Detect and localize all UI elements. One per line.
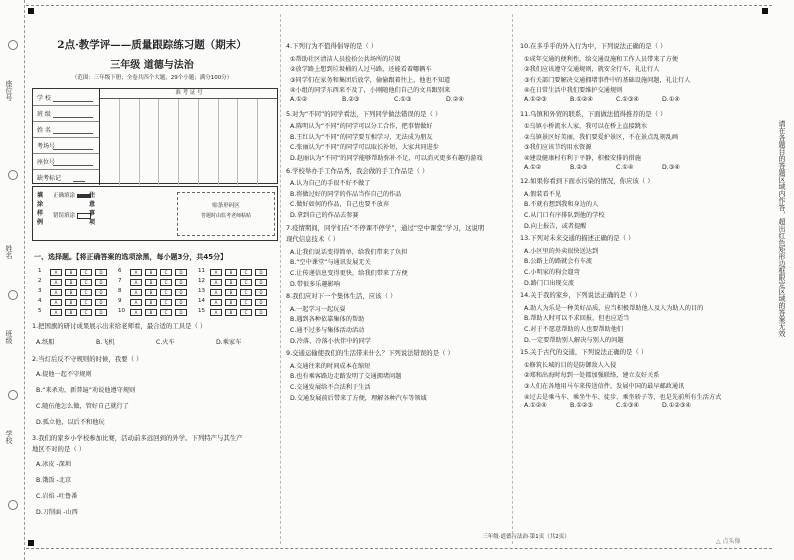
option-text: ②郑和出海时每到一处都加强联络，建立友好关系 [524, 372, 660, 380]
answer-choice: C.①④ [616, 163, 634, 171]
option-text: A.提他一起不守规则 [36, 371, 92, 378]
answer-bubble[interactable]: A [50, 299, 62, 306]
answer-row [198, 308, 276, 316]
option-text: C.从门口有序排队到他的学校 [524, 212, 605, 219]
answer-bubble[interactable]: D [175, 269, 187, 276]
question-text: 1.把国旗的研讨成果展示出来给老师看，最合适的工具是（ ） [32, 322, 207, 330]
answer-choice: B.①②④ [570, 96, 593, 103]
answer-bubble[interactable]: B [225, 299, 237, 306]
answer-row [38, 268, 116, 276]
question-text: 2.当灯后反不守规则的时候，我要（ ） [32, 355, 143, 363]
answer-bubble[interactable]: A [210, 279, 222, 286]
question-text: 9.交通运输使我们的生活带来什么？下列说法错误的是（ ） [286, 349, 454, 358]
answer-row [38, 278, 116, 286]
answer-choice: A.①②③ [524, 96, 547, 103]
answer-bubble[interactable]: C [160, 299, 172, 306]
binding-hole [8, 390, 18, 400]
answer-bubble[interactable]: A [50, 269, 62, 276]
answer-row [118, 268, 196, 276]
question-text: 10.在多乎乎的外入行为中，下列说法正确的是（ ） [520, 42, 667, 50]
binding-seat-label: 座位号 [5, 80, 13, 101]
question-number: 9 [118, 298, 122, 304]
option-text: B.“来杀劝，新普遍”劝说他遵守规则 [36, 387, 136, 394]
question-text: 14.关于我的家乡，下列说法正确的是（ ） [520, 291, 641, 300]
question-text-cont: 现代信息技术（ ） [286, 235, 340, 244]
option-text: ④过去是乘马车、乘坐牛车、徒步、乘坐轿子等，也是先前所有生活方式 [524, 393, 722, 401]
question-text: 12.如果你看到下面水污染的情况，你应该（ ） [520, 177, 654, 186]
answer-bubble[interactable]: D [255, 309, 267, 316]
option-text: C.交通发展给不合法利于生活 [290, 384, 371, 391]
answer-bubble[interactable]: D [255, 299, 267, 306]
class-field[interactable] [53, 117, 93, 118]
answer-choice: A.①② [524, 163, 542, 171]
answer-choice: C.①③④ [616, 96, 639, 103]
fill-wrong-example: 错误填涂 [53, 211, 91, 219]
option-text: B.也有乘客路边走路发明了交通拥堵问题 [290, 373, 402, 381]
option-text: B.帮助人时可以不求回报，但也应适当 [524, 315, 630, 323]
corner-mark [762, 8, 768, 14]
form-label-class: 班 级 [37, 111, 51, 118]
option-text: ①帮助社区清洁人员捡拾公共场所的垃圾 [290, 55, 401, 63]
option-text: B.王红认为“不同”的同学要互相学习，无法成为朋友 [290, 133, 433, 141]
option-text: C.火车 [156, 339, 175, 346]
option-text: B.遇到各种依靠集体的帮助 [290, 316, 365, 324]
answer-area-warning: 请在各题目的答题区域内作答，超出红色矩形边框限定区域的答案无效 [778, 120, 786, 337]
answer-bubble[interactable]: D [255, 279, 267, 286]
answer-bubble[interactable]: D [95, 289, 107, 296]
question-number: 15 [198, 308, 205, 314]
question-number: 11 [198, 268, 205, 274]
answer-bubble[interactable]: A [130, 269, 142, 276]
answer-row [118, 308, 196, 316]
option-text: D.赵丽认为“不同”的同学能够帮助弥补不足，可以消灭更多有趣的游戏 [290, 155, 483, 162]
answer-bubble[interactable]: A [130, 299, 142, 306]
question-number: 13 [198, 288, 205, 294]
option-text: A.助人为乐是一种美好品质，应当积极帮助他人及人为助人的目的 [524, 304, 704, 312]
option-text: C.张丽认为“不同”的同学可以取长补短，大家共同进步 [290, 144, 439, 152]
option-text: ①成年交通的便利性，给交通设施和工作人员带来了方便 [524, 55, 679, 63]
answer-bubble[interactable]: B [225, 269, 237, 276]
option-text: D.拿到自己的作品去参赛 [290, 212, 359, 219]
question-number: 14 [198, 298, 205, 304]
option-text: ③有关部门要解决交通拥堵事件中的基础设施问题，礼让行人 [524, 76, 691, 84]
section-1-heading: 一、选择题。【将正确答案的选项涂黑，每小题3分，共45分】 [34, 253, 228, 261]
answer-choice: A.①②④ [524, 402, 547, 410]
answer-bubble[interactable]: B [145, 279, 157, 286]
answer-bubble[interactable]: D [95, 309, 107, 316]
answer-bubble[interactable]: B [145, 269, 157, 276]
question-number: 7 [118, 278, 122, 284]
notice-box [32, 186, 278, 241]
question-text: 11.乌镇和外贸的联系，下面做法值得推荐的是（ ） [520, 109, 667, 118]
option-text: B.将做过好的同学的作品当作自己的作品 [290, 190, 402, 198]
question-number: 5 [38, 308, 42, 314]
answer-bubble[interactable]: D [175, 309, 187, 316]
binding-hole [8, 290, 18, 300]
answer-bubble[interactable]: A [210, 309, 222, 316]
absent-mark-box[interactable] [73, 181, 85, 182]
answer-choice: C.①③ [394, 96, 412, 103]
binding-name-label: 姓名 [5, 245, 13, 259]
question-number: 4 [38, 298, 42, 304]
answer-bubble[interactable]: B [225, 279, 237, 286]
option-text: ④建设健康村有利于平静，积极安排的措施 [524, 155, 641, 162]
question-number: 3 [38, 288, 42, 294]
answer-bubble[interactable]: C [160, 289, 172, 296]
option-text: C.小明家的狗会遛弯 [524, 269, 580, 276]
answer-row [118, 298, 196, 306]
exam-subtitle: 三年级 道德与法治 [110, 60, 194, 71]
option-text: D.冷落、冷落小伙伴中的同学 [290, 337, 371, 345]
form-label-name: 姓 名 [37, 127, 51, 134]
question-number: 8 [118, 288, 122, 294]
watermark: △ 点头像 [716, 538, 741, 545]
option-text: D.乘家车 [216, 339, 242, 346]
option-text: ③我们应该节约用水资源 [524, 144, 592, 152]
question-number: 2 [38, 278, 42, 284]
form-label-school: 学 校 [37, 95, 51, 102]
student-info-form [32, 88, 278, 184]
barcode-area [177, 192, 275, 236]
answer-row [38, 298, 116, 306]
answer-choice: D.③④ [662, 163, 680, 171]
answer-bubble[interactable]: B [145, 299, 157, 306]
barcode-area-title: 贴条形码区 [212, 203, 240, 209]
answer-bubble[interactable]: D [255, 289, 267, 296]
admission-number-grid [99, 89, 278, 185]
binding-strip [0, 0, 25, 560]
answer-bubble[interactable]: C [160, 279, 172, 286]
bottom-cut-line [26, 548, 772, 549]
answer-bubble[interactable]: C [80, 299, 92, 306]
option-text: B.不就有想到我和身边的人 [524, 201, 599, 209]
option-text: C.通不过多与集体活动活动 [290, 327, 365, 334]
answer-row [38, 308, 116, 316]
answer-row [198, 288, 276, 296]
question-text: 6.学校举办手工作品秀，我会做的手工作品是（ ） [286, 166, 429, 175]
option-text: A.交通往来的时间成本在缩短 [290, 362, 371, 370]
school-field[interactable] [53, 101, 93, 102]
option-text: A.纸船 [36, 339, 55, 346]
option-text: C.对于不愿意帮助的人也要帮助他们 [524, 326, 624, 333]
fill-example-label: 填涂样例 [37, 192, 44, 226]
question-text: 13.下列对未来交通的描述正确的是（ ） [520, 234, 635, 243]
column-separator [280, 14, 282, 544]
answer-row [118, 288, 196, 296]
option-text: A.假装看不见 [524, 190, 562, 198]
answer-bubble[interactable]: B [225, 289, 237, 296]
answer-choice: B.②③ [342, 96, 360, 103]
answer-bubble[interactable]: A [50, 309, 62, 316]
option-text: ①修筑长城的目的是防御敌人入侵 [524, 361, 617, 369]
option-text: A.陈明认为“不同”的同学可以分工合作，把事情做好 [290, 123, 433, 131]
option-text: ②乌镇景区好美丽，我们要爱护景区，不在景点乱刻乱画 [524, 133, 679, 141]
option-text: ①乌镇小桥流水人家，我可以在桥上直接跳水 [524, 123, 648, 131]
binding-hole [8, 170, 18, 180]
answer-bubble[interactable]: A [130, 289, 142, 296]
option-text: ③同学们在家务和集团后放学，偷偷跟着往上，他也不知道 [290, 76, 451, 84]
question-text-cont: 地区不对的是（ ） [32, 445, 86, 453]
option-text: B.公路上的路就会有车流 [524, 258, 593, 266]
answer-bubble[interactable]: A [50, 279, 62, 286]
option-text: C.岩焰 -吐鲁番 [36, 493, 78, 500]
corner-mark [28, 8, 34, 14]
column-separator [512, 14, 514, 544]
question-text: 3.我们的家乡小学校参加比赛，活动前多远回到的外学。下列特产与其生产 [32, 434, 243, 442]
answer-bubble[interactable]: D [175, 289, 187, 296]
answer-bubble[interactable]: C [80, 269, 92, 276]
fill-correct-example: 正确填涂 [53, 191, 91, 199]
answer-bubble[interactable]: C [240, 309, 252, 316]
page-footer: 三年级·道德与法治·第1页（共2页） [482, 534, 570, 540]
form-label-room: 考场号 [37, 143, 56, 150]
form-label-absent: 缺考标记 [37, 175, 62, 182]
answer-choice: B.②③ [570, 163, 588, 171]
question-text: 5.对为“不同”的同学看法，下列同学做法错误的是（ ） [286, 109, 442, 118]
answer-bubble[interactable]: C [240, 279, 252, 286]
answer-bubble[interactable]: C [80, 279, 92, 286]
answer-bubble[interactable]: B [65, 299, 77, 306]
binding-hole [8, 500, 18, 510]
answer-bubble[interactable]: A [130, 309, 142, 316]
answer-choice: C.①③④ [616, 402, 639, 410]
barcode-area-sub: 答题时由监考老师粘贴 [200, 213, 251, 219]
answer-row [198, 268, 276, 276]
answer-choice: D.②④ [446, 96, 464, 103]
answer-bubble[interactable]: C [240, 289, 252, 296]
option-text: A.冰皮 -深圳 [36, 461, 72, 468]
answer-choice: D.①②③④ [662, 402, 691, 410]
answer-choice: B.①②③ [570, 402, 593, 410]
answer-bubble[interactable]: D [175, 279, 187, 286]
answer-bubble[interactable]: B [145, 309, 157, 316]
answer-bubble[interactable]: B [65, 289, 77, 296]
option-text: ②放学路上想到垃圾桶的人过马路，还能看着哪辆车 [290, 66, 432, 74]
option-text: B.饿饭 -北京 [36, 477, 72, 484]
seat-field[interactable] [53, 165, 93, 166]
answer-bubble[interactable]: B [145, 289, 157, 296]
answer-row [198, 278, 276, 286]
option-text: C.随伍他怎么做，管好自己就行了 [36, 403, 129, 410]
option-text: D.一定要帮助别人解决与别人的问题 [524, 336, 624, 344]
exam-info: （范围：三年级下册；全卷共四个大题，29个小题；满分100分） [71, 75, 233, 81]
binding-school-label: 学校 [5, 430, 13, 444]
answer-bubble[interactable]: C [80, 289, 92, 296]
answer-bubble[interactable]: C [160, 269, 172, 276]
answer-bubble[interactable]: A [210, 269, 222, 276]
question-number: 6 [118, 268, 122, 274]
question-number: 1 [38, 268, 42, 274]
notice-label: 注意事项 [89, 192, 96, 226]
answer-bubble[interactable]: D [95, 299, 107, 306]
option-text: C.让传递信息变得更快，给我们带来了方便 [290, 270, 408, 277]
answer-bubble[interactable]: A [50, 289, 62, 296]
answer-bubble[interactable]: A [210, 299, 222, 306]
option-text: B.“空中课堂”与通讯发展无关 [290, 259, 371, 267]
question-text: 7.疫情期间，同学们在“不停课不停学”，通过“空中课堂”学习，这说明 [286, 223, 485, 232]
option-text: D.交通发展前后带来了方便，理解各种汽车等领域 [290, 394, 427, 402]
question-text: 4.下列行为不值得倡导的是（ ） [286, 42, 378, 50]
question-number: 10 [118, 308, 125, 314]
answer-bubble[interactable]: A [130, 279, 142, 286]
option-text: D.带很多乐趣影响 [290, 280, 341, 288]
answer-bubble[interactable]: D [175, 299, 187, 306]
option-text: ③人们在各地用马车来传送信件，发展中国的最早邮政通讯 [524, 383, 685, 390]
name-field[interactable] [53, 133, 93, 134]
answer-choice: D.①④ [662, 96, 680, 103]
answer-row [198, 298, 276, 306]
answer-row [38, 288, 116, 296]
exam-title: 2点·教学评——质量跟踪练习题（期末） [57, 39, 247, 51]
option-text: A.小区里的外卖很快送达到 [524, 247, 599, 255]
option-text: A.让我们说话变得简单，给我们带来了负担 [290, 248, 408, 256]
option-text: A.一起学习一起玩耍 [290, 305, 346, 313]
corner-mark [28, 540, 34, 546]
form-label-seat: 座位号 [37, 159, 56, 166]
answer-choice: A.①② [290, 96, 308, 103]
answer-bubble[interactable]: B [65, 279, 77, 286]
answer-bubble[interactable]: C [240, 269, 252, 276]
question-text: 15.关于古代的交通，下列说法正确的是（ ） [520, 348, 648, 357]
answer-bubble[interactable]: A [210, 289, 222, 296]
option-text: D.路门口出现交流 [524, 279, 575, 287]
answer-row [118, 278, 196, 286]
answer-bubble[interactable]: C [240, 299, 252, 306]
option-text: A.认为自己的手很不好不做了 [290, 180, 371, 188]
option-text: ②我们应该遵守交通规则，就安全行车，礼让行人 [524, 66, 660, 74]
option-text: D.向上报告，或者提醒 [524, 222, 587, 230]
option-text: D.刀削面 -山西 [36, 509, 78, 516]
answer-bubble[interactable]: B [225, 309, 237, 316]
admission-number-label: 准 考 证 号 [100, 89, 278, 99]
question-text: 8.我们应对下一个集体生活，应该（ ） [286, 292, 397, 301]
option-text: ④在日常生活中我们要维护交通规则 [524, 87, 623, 95]
answer-bubble[interactable]: D [95, 269, 107, 276]
top-cut-line [26, 5, 772, 6]
answer-bubble[interactable]: B [65, 309, 77, 316]
option-text: B.飞机 [96, 339, 115, 346]
answer-bubble[interactable]: D [255, 269, 267, 276]
question-number: 12 [198, 278, 205, 284]
answer-bubble[interactable]: C [80, 309, 92, 316]
answer-bubble[interactable]: D [95, 279, 107, 286]
room-field[interactable] [53, 149, 93, 150]
binding-class-label: 班级 [5, 330, 13, 344]
answer-bubble[interactable]: B [65, 269, 77, 276]
option-text: C.做好如何的作品，自己也要不放弃 [290, 201, 390, 209]
option-text: D.孤立他，以后不和他玩 [36, 419, 105, 426]
option-text: ④小组的同学东西来不及了，小刚随他们自己的文具跟别来 [290, 87, 451, 95]
binding-hole [8, 40, 18, 50]
answer-bubble[interactable]: C [160, 309, 172, 316]
